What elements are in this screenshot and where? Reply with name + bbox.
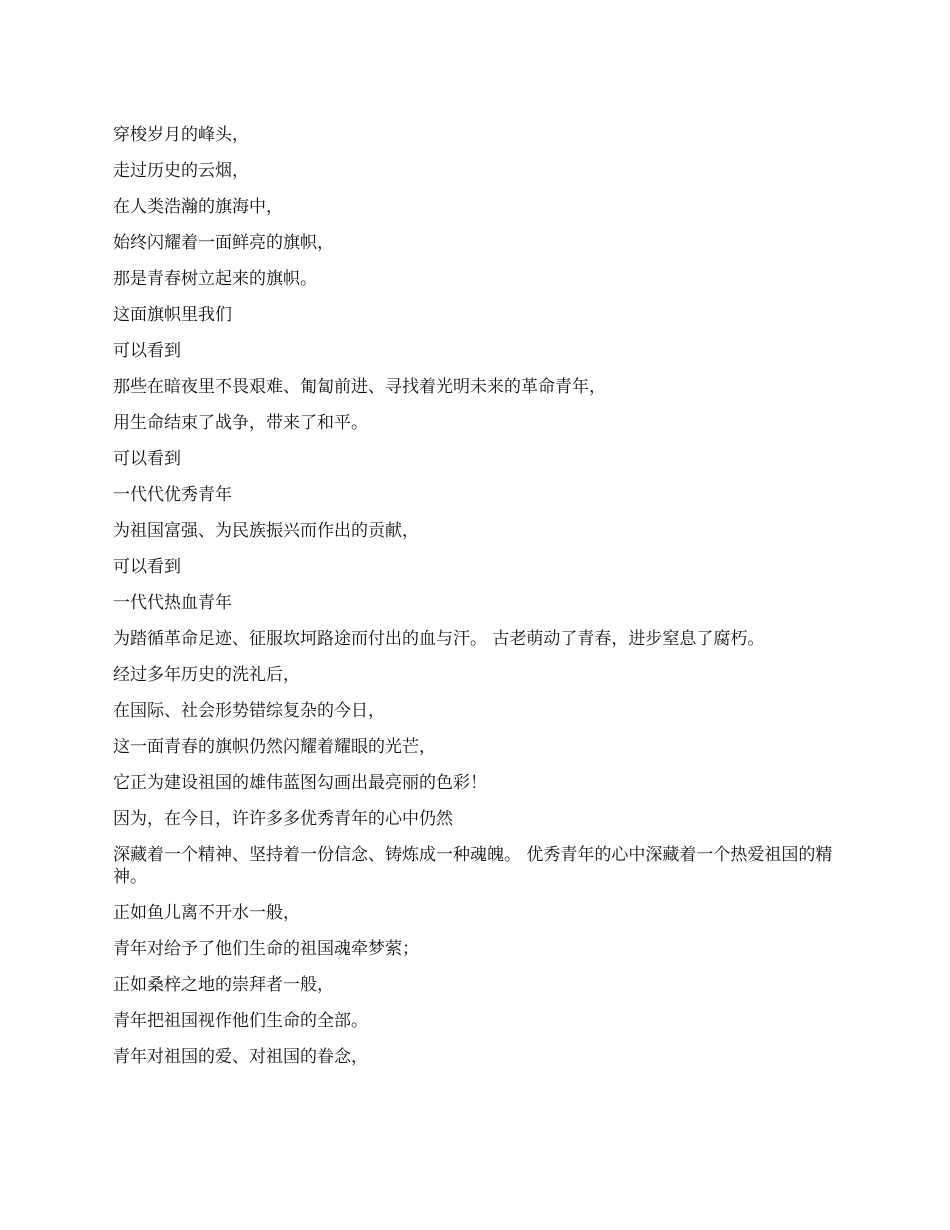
text-line: 为祖国富强、为民族振兴而作出的贡献，: [113, 521, 419, 541]
text-line: 那些在暗夜里不畏艰难、匍匐前进、寻找着光明未来的革命青年，: [113, 377, 606, 397]
text-line: 正如鱼儿离不开水一般，: [113, 903, 300, 923]
text-line: 为踏循革命足迹、征服坎坷路途而付出的血与汗。 古老萌动了青春，进步窒息了腐朽。: [113, 629, 765, 649]
text-line: 这面旗帜里我们: [113, 305, 232, 325]
text-line: 深藏着一个精神、坚持着一份信念、铸炼成一种魂魄。 优秀青年的心中深藏着一个热爱祖国的精神。: [113, 845, 833, 887]
text-line: 可以看到: [113, 449, 181, 469]
text-line: 青年对给予了他们生命的祖国魂牵梦萦；: [113, 939, 419, 959]
text-line: 这一面青春的旗帜仍然闪耀着耀眼的光芒，: [113, 737, 436, 757]
text-line: 在人类浩瀚的旗海中，: [113, 197, 283, 217]
text-line: 可以看到: [113, 557, 181, 577]
text-line: 走过历史的云烟，: [113, 161, 249, 181]
text-line: 青年把祖国视作他们生命的全部。: [113, 1011, 368, 1031]
text-line: 可以看到: [113, 341, 181, 361]
text-line: 青年对祖国的爱、对祖国的眷念，: [113, 1047, 368, 1067]
text-line: 穿梭岁月的峰头，: [113, 125, 249, 145]
text-line: 用生命结束了战争，带来了和平。: [113, 413, 368, 433]
text-line: 一代代热血青年: [113, 593, 232, 613]
text-line: 经过多年历史的洗礼后，: [113, 665, 300, 685]
text-line: 它正为建设祖国的雄伟蓝图勾画出最亮丽的色彩！: [113, 773, 487, 793]
document-body: [113, 124, 838, 1082]
text-line: 因为，在今日，许许多多优秀青年的心中仍然: [113, 809, 453, 829]
text-line: 一代代优秀青年: [113, 485, 232, 505]
text-line: 在国际、社会形势错综复杂的今日，: [113, 701, 385, 721]
text-line: 正如桑梓之地的崇拜者一般，: [113, 975, 334, 995]
text-line: 那是青春树立起来的旗帜。: [113, 269, 317, 289]
text-line: 始终闪耀着一面鲜亮的旗帜，: [113, 233, 334, 253]
